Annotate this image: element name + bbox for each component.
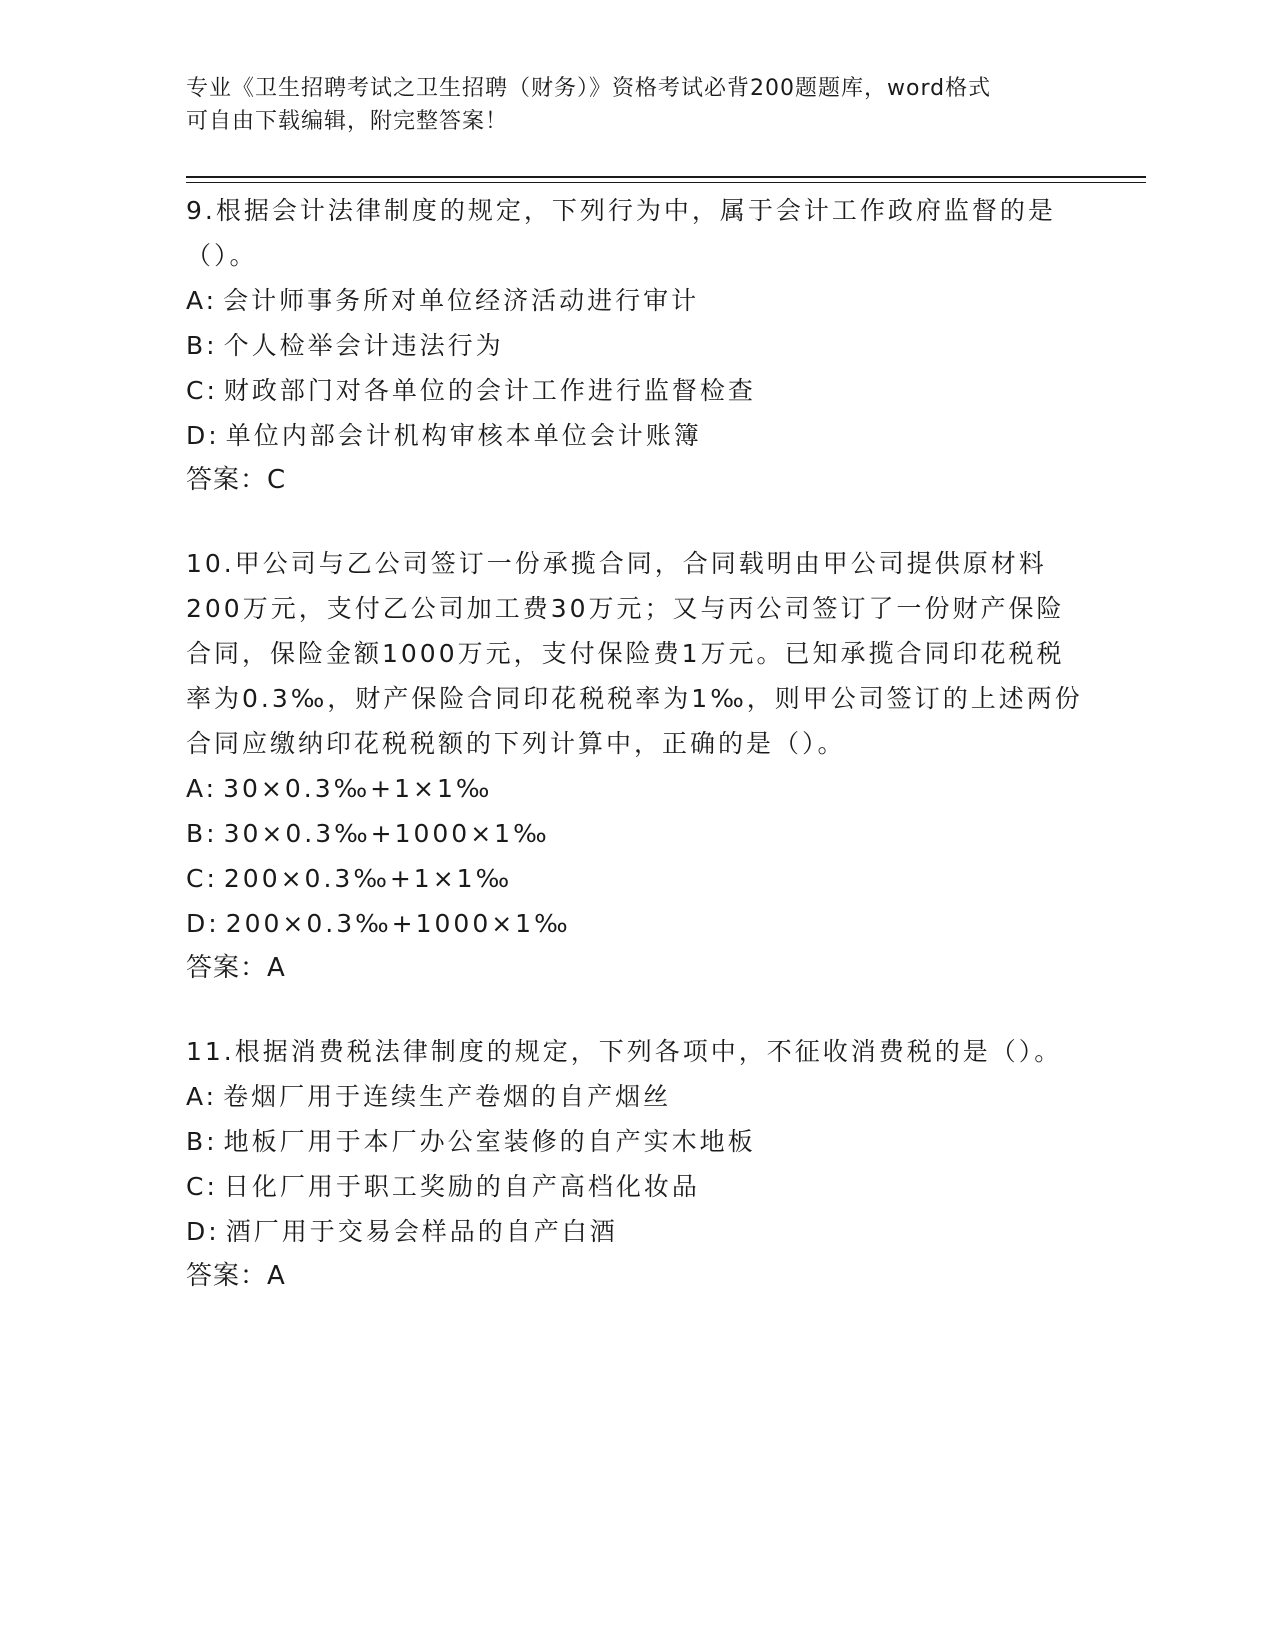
answer: 答案：A bbox=[186, 953, 286, 983]
answer: 答案：A bbox=[186, 1261, 286, 1291]
option-a bbox=[186, 278, 1086, 323]
option-a bbox=[186, 1074, 1086, 1119]
option-key: B: bbox=[186, 1127, 218, 1156]
option-text: 单位内部会计机构审核本单位会计账簿 bbox=[225, 421, 702, 450]
option-key: B: bbox=[186, 331, 218, 360]
option-text: 会计师事务所对单位经济活动进行审计 bbox=[223, 286, 700, 315]
header-divider-thin bbox=[186, 182, 1146, 183]
question-text: 11.根据消费税法律制度的规定，下列各项中，不征收消费税的是（）。 bbox=[186, 1037, 1063, 1066]
question-text: 10.甲公司与乙公司签订一份承揽合同，合同载明由甲公司提供原材料200万元，支付乙公司加工费30万元；又与丙公司签订了一份财产保险合同，保险金额1000万元，支付保险费1万元。已知承揽合同印花税税率为0.3‰，财产保险合同印花税税率为1‰，则甲公司签订的上述两份合同应缴纳印花税税额的下列计算中，正确的是（）。 bbox=[186, 549, 1083, 758]
option-b bbox=[186, 323, 1086, 368]
option-c bbox=[186, 368, 1086, 413]
option-key: C: bbox=[186, 864, 218, 893]
option-key: C: bbox=[186, 376, 218, 405]
option-text: 200×0.3‰+1×1‰ bbox=[223, 864, 513, 893]
option-d bbox=[186, 413, 1086, 458]
option-text: 个人检举会计违法行为 bbox=[223, 331, 504, 360]
option-key: D: bbox=[186, 909, 220, 938]
option-key: A: bbox=[186, 1082, 218, 1111]
option-text: 日化厂用于职工奖励的自产高档化妆品 bbox=[223, 1172, 700, 1201]
option-text: 酒厂用于交易会样品的自产白酒 bbox=[225, 1217, 618, 1246]
option-key: B: bbox=[186, 819, 218, 848]
option-text: 30×0.3‰+1×1‰ bbox=[223, 774, 493, 803]
option-d bbox=[186, 1209, 1086, 1254]
option-d bbox=[186, 901, 1086, 946]
header-title-line2: 可自由下载编辑，附完整答案！ bbox=[186, 109, 509, 134]
header-title-line1: 专业《卫生招聘考试之卫生招聘（财务）》资格考试必背200题题库，word格式 bbox=[186, 76, 992, 101]
option-text: 卷烟厂用于连续生产卷烟的自产烟丝 bbox=[223, 1082, 672, 1111]
option-key: A: bbox=[186, 774, 218, 803]
option-key: D: bbox=[186, 421, 220, 450]
option-text: 财政部门对各单位的会计工作进行监督检查 bbox=[223, 376, 756, 405]
option-c bbox=[186, 1164, 1086, 1209]
question-10 bbox=[186, 541, 1086, 991]
question-list bbox=[186, 188, 1086, 1337]
option-key: D: bbox=[186, 1217, 220, 1246]
document-header bbox=[186, 72, 1066, 138]
question-9 bbox=[186, 188, 1086, 503]
header-divider-thick bbox=[186, 176, 1146, 178]
option-text: 30×0.3‰+1000×1‰ bbox=[223, 819, 550, 848]
option-text: 地板厂用于本厂办公室装修的自产实木地板 bbox=[223, 1127, 756, 1156]
option-text: 200×0.3‰+1000×1‰ bbox=[225, 909, 571, 938]
question-11 bbox=[186, 1029, 1086, 1299]
option-key: C: bbox=[186, 1172, 218, 1201]
option-c bbox=[186, 856, 1086, 901]
question-text: 9.根据会计法律制度的规定，下列行为中，属于会计工作政府监督的是（）。 bbox=[186, 196, 1056, 270]
option-a bbox=[186, 766, 1086, 811]
option-key: A: bbox=[186, 286, 218, 315]
option-b bbox=[186, 1119, 1086, 1164]
option-b bbox=[186, 811, 1086, 856]
answer: 答案：C bbox=[186, 465, 287, 495]
